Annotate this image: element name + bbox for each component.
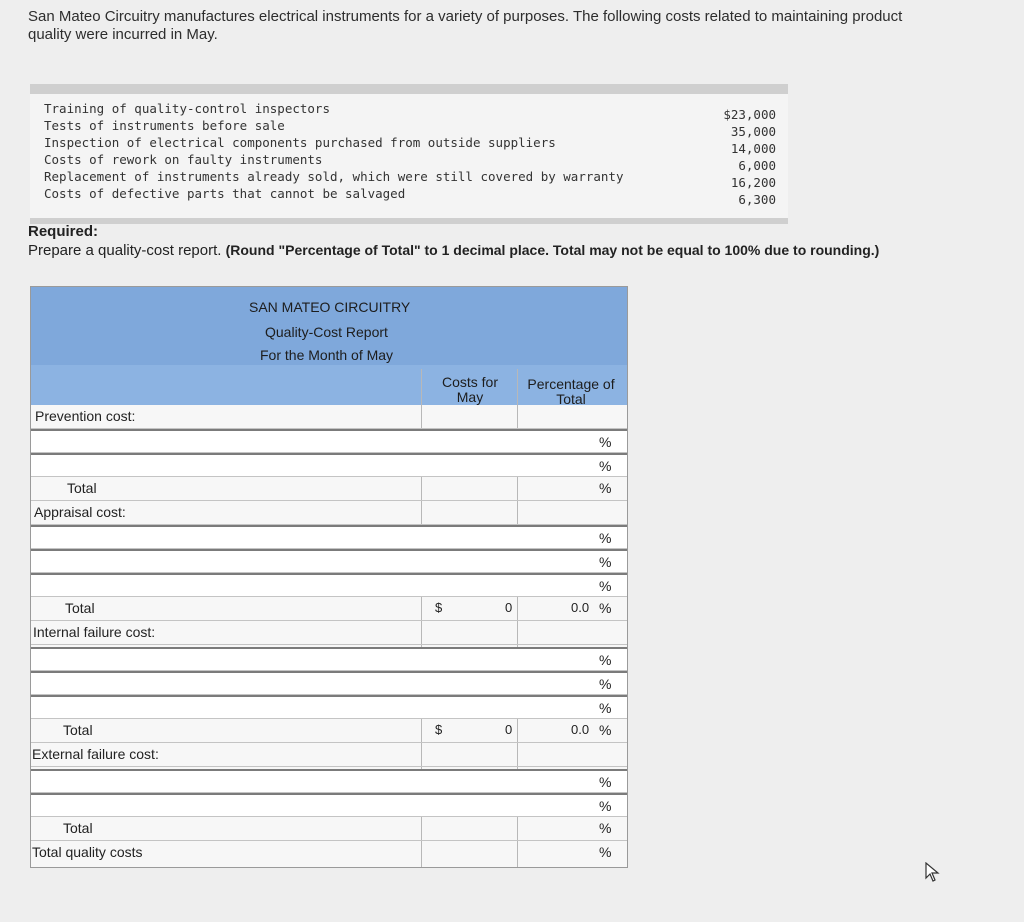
cost-items (44, 100, 623, 202)
total-quality-costs-row (31, 841, 627, 864)
required-heading: Required: (28, 223, 99, 240)
col-header-costs: Costs for May (441, 374, 498, 405)
percent-sign: % (599, 600, 612, 616)
mouse-cursor-icon (924, 862, 942, 882)
total-label: Total (67, 480, 97, 496)
cost-item: Costs of defective parts that cannot be salvaged (44, 186, 406, 201)
external-input-row-2[interactable] (31, 793, 627, 817)
cost-item: Training of quality-control inspectors (44, 101, 330, 116)
appraisal-input-row-1[interactable] (31, 525, 627, 549)
percent-sign: % (599, 458, 612, 474)
report-header (31, 287, 627, 405)
prevention-input-row-1[interactable] (31, 429, 627, 453)
prevention-header-row (31, 405, 627, 429)
cost-amount: $23,000 (723, 107, 776, 122)
cost-amount: 6,300 (738, 192, 776, 207)
percent-sign: % (599, 554, 612, 570)
cost-data-table (30, 84, 788, 224)
cost-amount: 6,000 (738, 158, 776, 173)
percent-sign: % (599, 700, 612, 716)
internal-failure-label: Internal failure cost: (33, 624, 156, 640)
prevention-total-row (31, 477, 627, 501)
col-header-percentage: Percentage of Total (527, 376, 615, 407)
required-text: Prepare a quality-cost report. (28, 242, 222, 259)
total-label: Total (63, 722, 93, 738)
company-name: SAN MATEO CIRCUITRY (249, 299, 411, 315)
required-section (28, 222, 879, 260)
intro-line-1: San Mateo Circuitry manufactures electrical instruments for a variety of purposes. The following costs related to maintaining product (28, 8, 903, 25)
rounding-instruction: (Round "Percentage of Total" to 1 decimal place. Total may not be equal to 100% due to rounding.) (225, 242, 880, 258)
appraisal-input-row-3[interactable] (31, 573, 627, 597)
percent-sign: % (599, 676, 612, 692)
appraisal-label: Appraisal cost: (34, 504, 126, 520)
percent-sign: % (599, 774, 612, 790)
internal-input-row-3[interactable] (31, 695, 627, 719)
percent-sign: % (599, 652, 612, 668)
percent-sign: % (599, 798, 612, 814)
appraisal-header-row (31, 501, 627, 525)
cost-item: Inspection of electrical components purchased from outside suppliers (44, 135, 556, 150)
percent-sign: % (599, 530, 612, 546)
percent-sign: % (599, 434, 612, 450)
external-input-row-1[interactable] (31, 769, 627, 793)
internal-input-row-2[interactable] (31, 671, 627, 695)
internal-total-percent: 0.0 (571, 722, 590, 737)
internal-total-value: 0 (505, 722, 513, 737)
cost-item: Replacement of instruments already sold, which were still covered by warranty (44, 169, 624, 184)
total-label: Total (65, 600, 95, 616)
appraisal-total-percent: 0.0 (571, 600, 590, 615)
total-quality-costs-label: Total quality costs (32, 844, 143, 860)
percent-sign: % (599, 844, 612, 860)
cost-amount: 16,200 (730, 175, 776, 190)
percent-sign: % (599, 578, 612, 594)
internal-total-row (31, 719, 627, 743)
internal-failure-header-row (31, 621, 627, 645)
internal-input-row-1[interactable] (31, 647, 627, 671)
prevention-label: Prevention cost: (35, 408, 136, 424)
appraisal-input-row-2[interactable] (31, 549, 627, 573)
report-title: Quality-Cost Report (265, 324, 388, 340)
dollar-sign: $ (435, 722, 443, 737)
dollar-sign: $ (435, 600, 443, 615)
percent-sign: % (599, 722, 612, 738)
total-label: Total (63, 820, 93, 836)
percent-sign: % (599, 480, 612, 496)
report-period: For the Month of May (260, 347, 394, 363)
cost-amounts (723, 106, 776, 208)
external-failure-label: External failure cost: (32, 746, 159, 762)
quality-cost-report (30, 286, 628, 868)
appraisal-total-row (31, 597, 627, 621)
cost-item: Tests of instruments before sale (44, 118, 285, 133)
problem-intro (28, 8, 1018, 44)
percent-sign: % (599, 820, 612, 836)
external-total-row (31, 817, 627, 841)
prevention-input-row-2[interactable] (31, 453, 627, 477)
appraisal-total-value: 0 (505, 600, 513, 615)
cost-item: Costs of rework on faulty instruments (44, 152, 323, 167)
cost-amount: 35,000 (730, 124, 776, 139)
cost-amount: 14,000 (730, 141, 776, 156)
external-failure-header-row (31, 743, 627, 767)
intro-line-2: quality were incurred in May. (28, 26, 218, 43)
